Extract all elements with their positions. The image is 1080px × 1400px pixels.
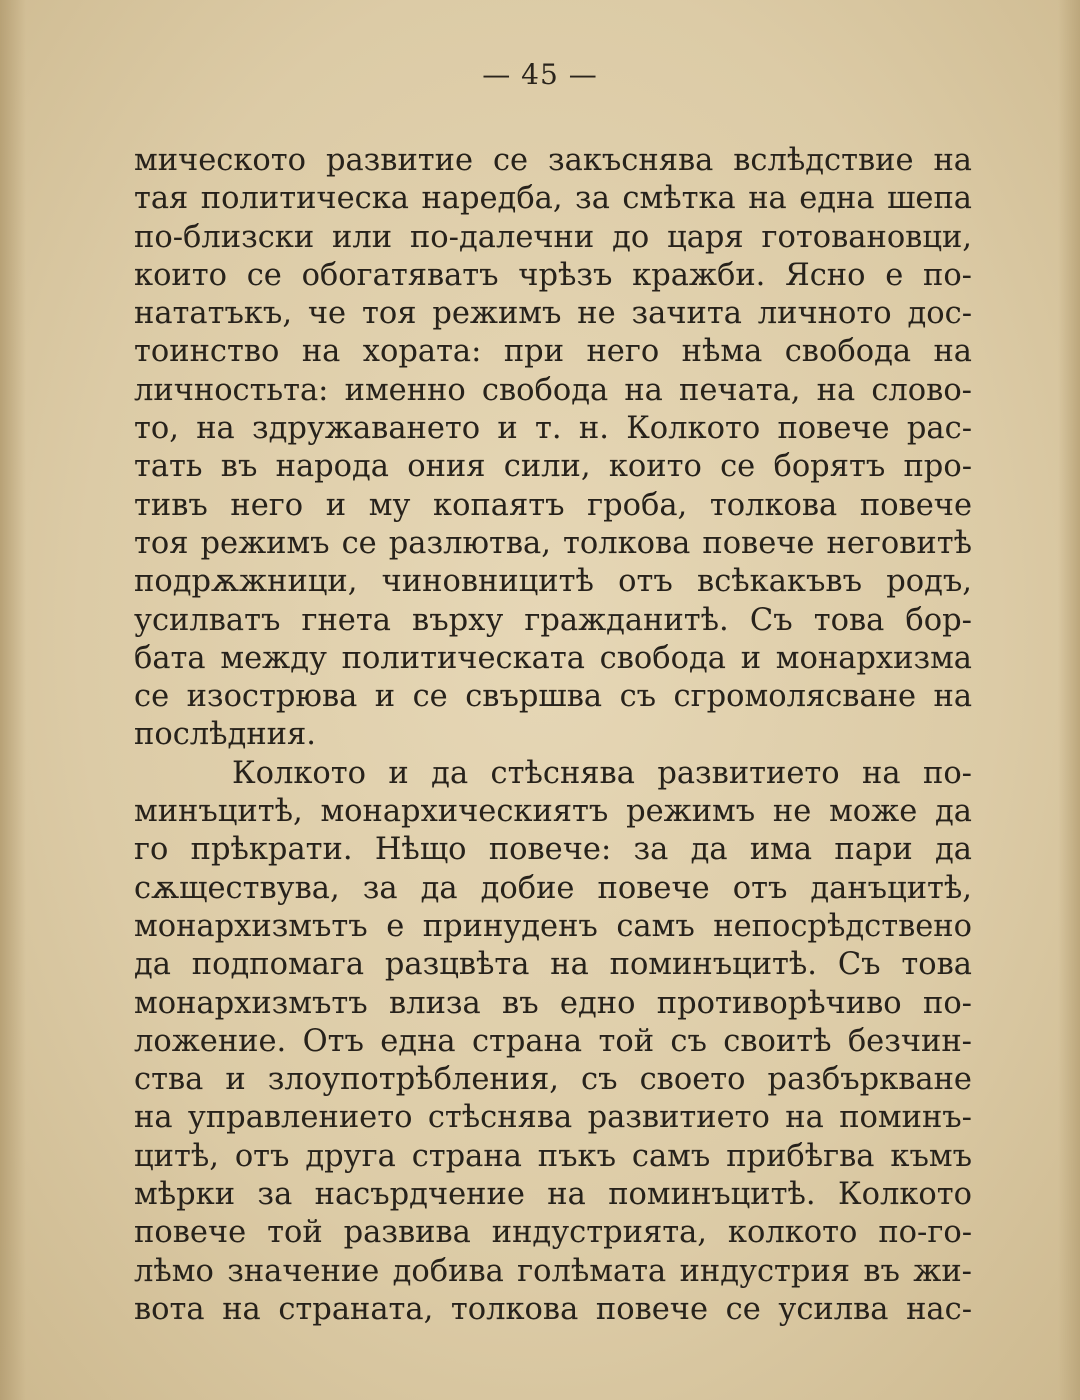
text-line: тивъ него и му копаятъ гроба, толкова повече bbox=[134, 487, 972, 523]
text-line: минъцитѣ, монархическиятъ режимъ не може да bbox=[134, 794, 972, 830]
text-line: цитѣ, отъ друга страна пъкъ самъ прибѣгва къмъ bbox=[134, 1138, 972, 1174]
text-line: монархизмътъ е принуденъ самъ непосрѣдствено bbox=[134, 908, 972, 944]
text-line: тая политическа наредба, за смѣтка на една шепа bbox=[134, 181, 972, 217]
text-line: ства и злоупотрѣбления, съ своето разбъркване bbox=[134, 1062, 972, 1098]
text-line: усилватъ гнета върху гражданитѣ. Съ това бор- bbox=[134, 602, 972, 638]
text-line: лѣмо значение добива голѣмата индустрия въ жи- bbox=[134, 1253, 972, 1289]
text-line: които се обогатяватъ чрѣзъ кражби. Ясно е по- bbox=[134, 257, 972, 293]
text-line: повече той развива индустрията, колкото по-го- bbox=[134, 1215, 972, 1251]
page-edge-shadow-right bbox=[1058, 0, 1080, 1400]
text-line: мѣрки за насърдчение на поминъцитѣ. Колкото bbox=[134, 1177, 972, 1213]
text-line: по-близски или по-далечни до царя готовановци, bbox=[134, 219, 972, 255]
text-line: тоинство на хората: при него нѣма свобода на bbox=[134, 334, 972, 370]
text-line: на управлението стѣснява развитието на поминъ- bbox=[134, 1100, 972, 1136]
paragraph-end-line: послѣдния. bbox=[134, 717, 316, 753]
text-line: се изострюва и се свършва съ сгромолясване на bbox=[134, 679, 972, 715]
text-line: го прѣкрати. Нѣщо повече: за да има пари да bbox=[134, 832, 972, 868]
text-line: мическото развитие се закъснява вслѣдствие на bbox=[134, 143, 972, 178]
text-line: монархизмътъ влиза въ едно противорѣчиво по- bbox=[134, 985, 972, 1021]
text-line: нататъкъ, че тоя режимъ не зачита личното дос- bbox=[134, 296, 972, 332]
text-line: тоя режимъ се разлютва, толкова повече неговитѣ bbox=[134, 525, 972, 561]
text-line: тать въ народа ония сили, които се борятъ про- bbox=[134, 449, 972, 485]
page-number: — 45 — bbox=[482, 58, 598, 91]
paragraph-start-line: Колкото и да стѣснява развитието на по- bbox=[232, 755, 972, 791]
page-edge-shadow-left bbox=[0, 0, 26, 1400]
text-line: вота на страната, толкова повече се усилва нас- bbox=[134, 1291, 972, 1327]
text-line: бата между политическата свобода и монархизма bbox=[134, 640, 972, 676]
body-text bbox=[134, 142, 972, 1329]
text-line: ложение. Отъ една страна той съ своитѣ безчин- bbox=[134, 1023, 972, 1059]
text-line: да подпомага разцвѣта на поминъцитѣ. Съ това bbox=[134, 947, 972, 983]
text-line: подрѫжници, чиновницитѣ отъ всѣкакъвъ родъ, bbox=[134, 564, 972, 600]
text-line: то, на здружаването и т. н. Колкото повече рас- bbox=[134, 411, 972, 447]
text-line: сѫществува, за да добие повече отъ данъцитѣ, bbox=[134, 870, 972, 906]
text-line: личностьта: именно свобода на печата, на слово- bbox=[134, 372, 972, 408]
